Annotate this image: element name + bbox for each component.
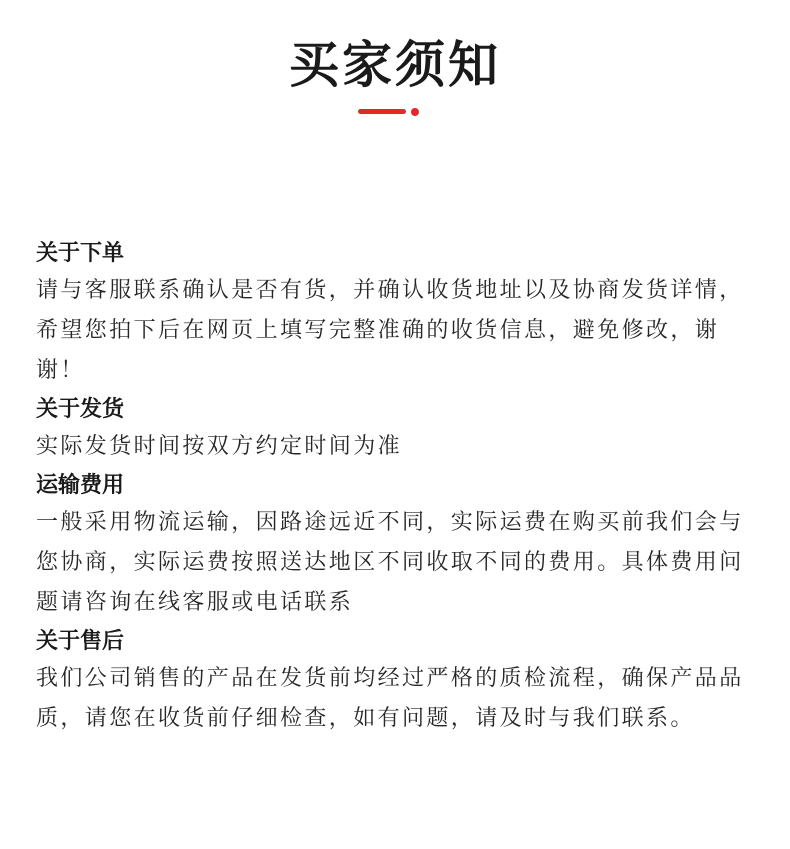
title-underline-decoration bbox=[358, 108, 422, 116]
section-text: 实际发货时间按双方约定时间为准 bbox=[36, 434, 403, 459]
page-title: 买家须知 bbox=[289, 36, 501, 94]
section-heading: 关于发货 bbox=[36, 397, 125, 422]
section-text: 一般采用物流运输，因路途远近不同，实际运费在购买前我们会与您协商，实际运费按照送达地区不同收取不同的费用。具体费用问题请咨询在线客服或电话联系 bbox=[36, 510, 744, 615]
section-freight-cost bbox=[36, 469, 754, 623]
section-ordering bbox=[36, 237, 754, 391]
section-heading: 关于售后 bbox=[36, 629, 125, 654]
notice-content bbox=[36, 237, 754, 741]
underline-bar bbox=[358, 109, 406, 114]
section-after-sales bbox=[36, 625, 754, 739]
section-heading: 关于下单 bbox=[36, 241, 125, 266]
section-text: 我们公司销售的产品在发货前均经过严格的质检流程，确保产品品质，请您在收货前仔细检查，如有问题，请及时与我们联系。 bbox=[36, 666, 744, 731]
section-heading: 运输费用 bbox=[36, 473, 125, 498]
section-text: 请与客服联系确认是否有货，并确认收货地址以及协商发货详情，希望您拍下后在网页上填写完整准确的收货信息，避免修改，谢谢！ bbox=[36, 278, 744, 383]
underline-dot bbox=[411, 108, 419, 116]
section-shipping bbox=[36, 393, 754, 467]
